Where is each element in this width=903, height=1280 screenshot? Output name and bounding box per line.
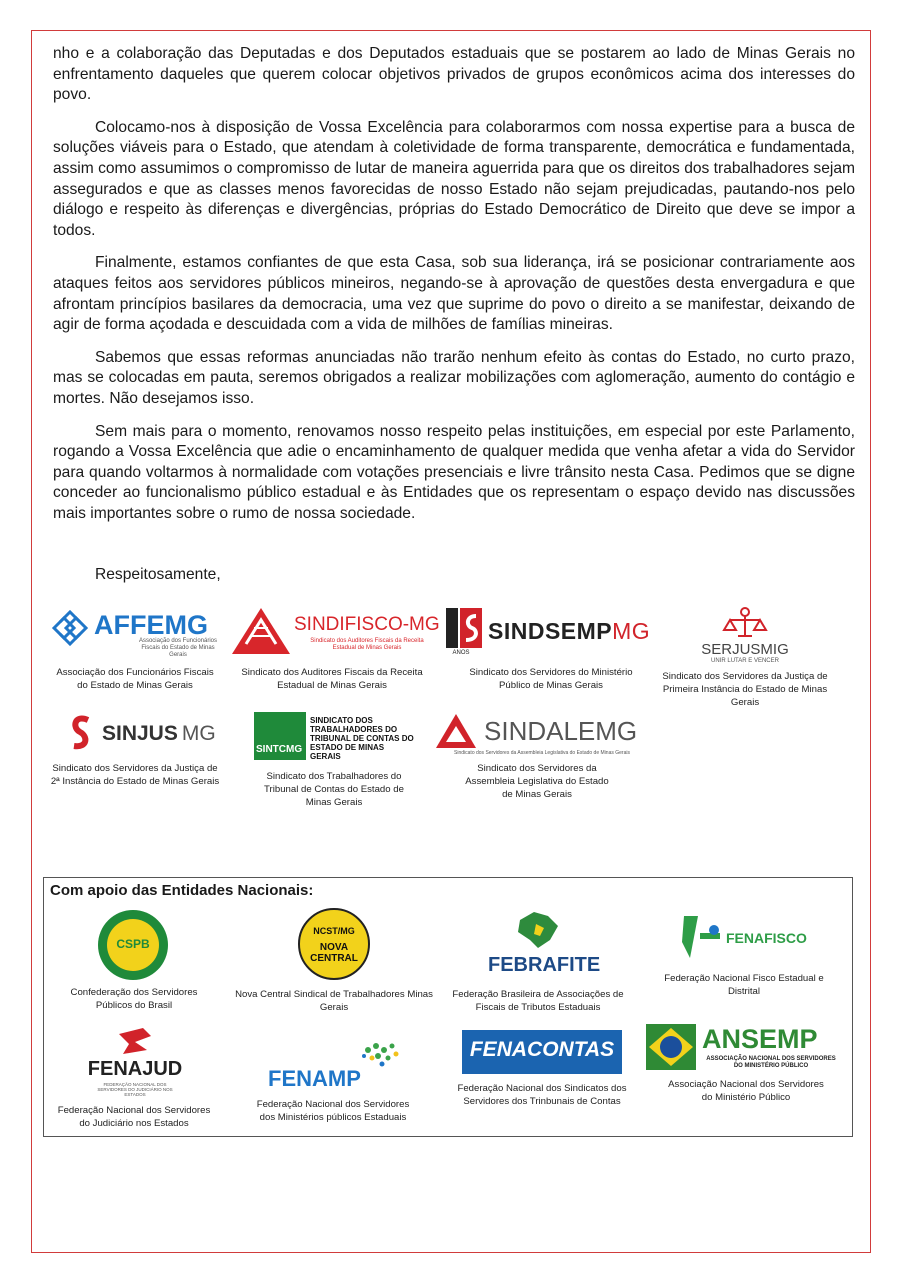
fenajud-logo (86, 1026, 184, 1096)
sindalemg-tagline: Sindicato dos Servidores da Assembleia Legislativa do Estado de Minas Gerais (454, 750, 630, 756)
febrafite-brazil-map-icon (514, 910, 560, 950)
sintc-wordmark: SINTCMG (256, 744, 303, 755)
sindalemg-triangle-icon (434, 712, 478, 750)
fenajud-tagline: FEDERAÇÃO NACIONAL DOS SERVIDORES DO JUDICIÁRIO NOS ESTADOS (97, 1082, 173, 1097)
sindifisco-caption: Sindicato dos Auditores Fiscais da Receita Estadual de Minas Gerais (241, 667, 423, 691)
ansemp-flag-icon (646, 1024, 696, 1070)
fenacontas-logo (462, 1030, 622, 1074)
fenamp-caption: Federação Nacional dos Servidores dos Ministérios públicos Estaduais (256, 1099, 410, 1123)
ansemp-wordmark: ANSEMP (702, 1024, 818, 1054)
fenafisco-emblem-icon (680, 912, 724, 960)
paragraph-2: Colocamo-nos à disposição de Vossa Excelência para colaborarmos com nossa expertise para a busca de soluções viáveis para o Estado, que atendam à coletividade de forma transparente, democrática e fundamentada, assim como assumimos o compromisso de lutar de maneira aguerrida para que os direitos dos trabalhadores sejam assegurados e que as classes menos favorecidas de nosso Estado não sejam prejudicadas, pautando-nos pelo diálogo e respeito às diferenças e divergências, próprias do Estado Democrático de Direito que deve se impor a todos. (53, 118, 855, 239)
paragraph-1: nho e a colaboração das Deputadas e dos Deputados estaduais que se postarem ao lado de Minas Gerais no enfrentamento daqueles que querem colocar objetivos privados de grupos econômicos acima dos interesses do povo. (53, 45, 855, 104)
serjusmig-logo (690, 606, 800, 665)
ncst-logo (298, 908, 370, 980)
sintc-caption: Sindicato dos Trabalhadores do Tribunal de Contas do Estado de Minas Gerais (264, 771, 404, 808)
fenafisco-wordmark: FENAFISCO (726, 930, 807, 946)
fenamp-wordmark: FENAMP (268, 1066, 361, 1091)
affemg-wordmark: AFFEMG (94, 610, 208, 640)
cspb-wordmark: CSPB (116, 937, 150, 951)
fenamp-dots-icon (356, 1040, 404, 1076)
sindsemp-years: ANOS (452, 650, 470, 656)
sindalemg-wordmark: SINDALEMG (484, 716, 638, 746)
paragraph-5: Sem mais para o momento, renovamos nosso respeito pelas instituições, em especial por este Parlamento, rogando a Vossa Excelência que adie o encaminhamento de qualquer medida que venha afetar a vida do Servidor para quando voltarmos à normalidade com votações presenciais e livre trânsito nesta Casa. Pedimos que se digne conceder ao funcionalismo público estadual e às Entidades que os representam o espaço devido nas discussões mais importantes sobre o rumo de nossa sociedade. (53, 422, 855, 522)
sindsemp-wordmark-a: SINDSEMP (488, 618, 613, 644)
sinjus-logo (70, 714, 220, 754)
sindifisco-tagline: Sindicato dos Auditores Fiscais da Receita Estadual de Minas Gerais (310, 638, 424, 651)
serjusmig-caption: Sindicato dos Servidores da Justiça de Primeira Instância do Estado de Minas Gerais (662, 671, 828, 708)
ncst-wordmark-a: NCST/MG (313, 926, 355, 936)
fenamp-logo (268, 1040, 408, 1092)
sinjus-caption: Sindicato dos Servidores da Justiça de 2ª Instância do Estado de Minas Gerais (50, 763, 220, 787)
ansemp-caption: Associação Nacional dos Servidores do Ministério Público (668, 1079, 824, 1103)
fenajud-caption: Federação Nacional dos Servidores do Judiciário nos Estados (57, 1105, 211, 1129)
febrafite-caption: Federação Brasileira de Associações de Fiscais de Tributos Estaduais (452, 989, 624, 1013)
sindsemp-caption: Sindicato dos Servidores do Ministério Público de Minas Gerais (469, 667, 633, 691)
sindifisco-wordmark: SINDIFISCO-MG (294, 614, 440, 635)
sintc-logo (254, 712, 414, 762)
ansemp-logo (646, 1024, 838, 1072)
sintc-tagline: SINDICATO DOS TRABALHADORES DO TRIBUNAL DE CONTAS DO ESTADO DE MINAS GERAIS (310, 716, 414, 761)
sindalemg-logo (434, 712, 650, 758)
letter-body (53, 44, 855, 536)
serjusmig-wordmark: SERJUSMIG (701, 641, 789, 658)
ansemp-tagline: ASSOCIAÇÃO NACIONAL DOS SERVIDORES DO MINISTÉRIO PÚBLICO (706, 1056, 836, 1069)
sindsemp-logo (446, 606, 656, 660)
ncst-wordmark-b: NOVA CENTRAL (310, 942, 358, 964)
febrafite-logo (488, 910, 601, 982)
cspb-logo (96, 908, 170, 982)
fenafisco-logo (680, 912, 812, 962)
febrafite-wordmark: FEBRAFITE (488, 954, 601, 976)
cspb-caption: Confederação dos Servidores Públicos do Brasil (70, 987, 198, 1011)
sinjus-wordmark-a: SINJUS (102, 722, 178, 745)
affemg-tagline: Associação dos Funcionários Fiscais do Estado de Minas Gerais (138, 638, 218, 658)
fenafisco-caption: Federação Nacional Fisco Estadual e Distrital (664, 973, 824, 997)
fenajud-flag-icon (115, 1026, 155, 1056)
fenajud-wordmark: FENAJUD (87, 1058, 183, 1080)
sinjus-wordmark (102, 722, 216, 746)
sinjus-emblem-icon (70, 714, 92, 752)
affemg-logo (50, 606, 220, 658)
fenacontas-wordmark: FENACONTAS (469, 1038, 615, 1061)
ncst-caption: Nova Central Sindical de Trabalhadores Minas Gerais (235, 989, 433, 1013)
support-title: Com apoio das Entidades Nacionais: (50, 882, 314, 899)
fenacontas-caption: Federação Nacional dos Sindicatos dos Servidores dos Trinbunais de Contas (457, 1083, 627, 1107)
sindsemp-wordmark-b: MG (612, 618, 651, 644)
paragraph-4: Sabemos que essas reformas anunciadas não trarão nenhum efeito às contas do Estado, no curto prazo, mas se colocadas em pauta, seremos obrigados a realizar mobilizações com aglomeração, aumento do contágio e mortes. Não desejamos isso. (53, 348, 855, 407)
sindsemp-wordmark (488, 618, 650, 645)
sindalemg-caption: Sindicato dos Servidores da Assembleia Legislativa do Estado de Minas Gerais (465, 763, 609, 800)
serjusmig-tagline: UNIR LUTAR E VENCER (711, 658, 779, 664)
paragraph-3: Finalmente, estamos confiantes de que esta Casa, sob sua liderança, irá se posicionar contrariamente aos ataques feitos aos servidores públicos mineiros, negando-se à aprovação de questões desta envergadura e que afrontam princípios basilares da democracia, uma vez que suprime do povo o direito a se manifestar, deixando de agir de forma açodada e descuidada com a vida de milhões de famílias mineiras. (53, 254, 855, 334)
affemg-caption: Associação dos Funcionários Fiscais do Estado de Minas Gerais (56, 667, 214, 691)
sindifisco-emblem-icon (230, 606, 292, 656)
closing-greeting: Respeitosamente, (95, 566, 221, 583)
serjusmig-scales-icon (720, 606, 770, 640)
sinjus-wordmark-b: MG (181, 722, 216, 745)
sintc-emblem-icon (254, 712, 306, 760)
